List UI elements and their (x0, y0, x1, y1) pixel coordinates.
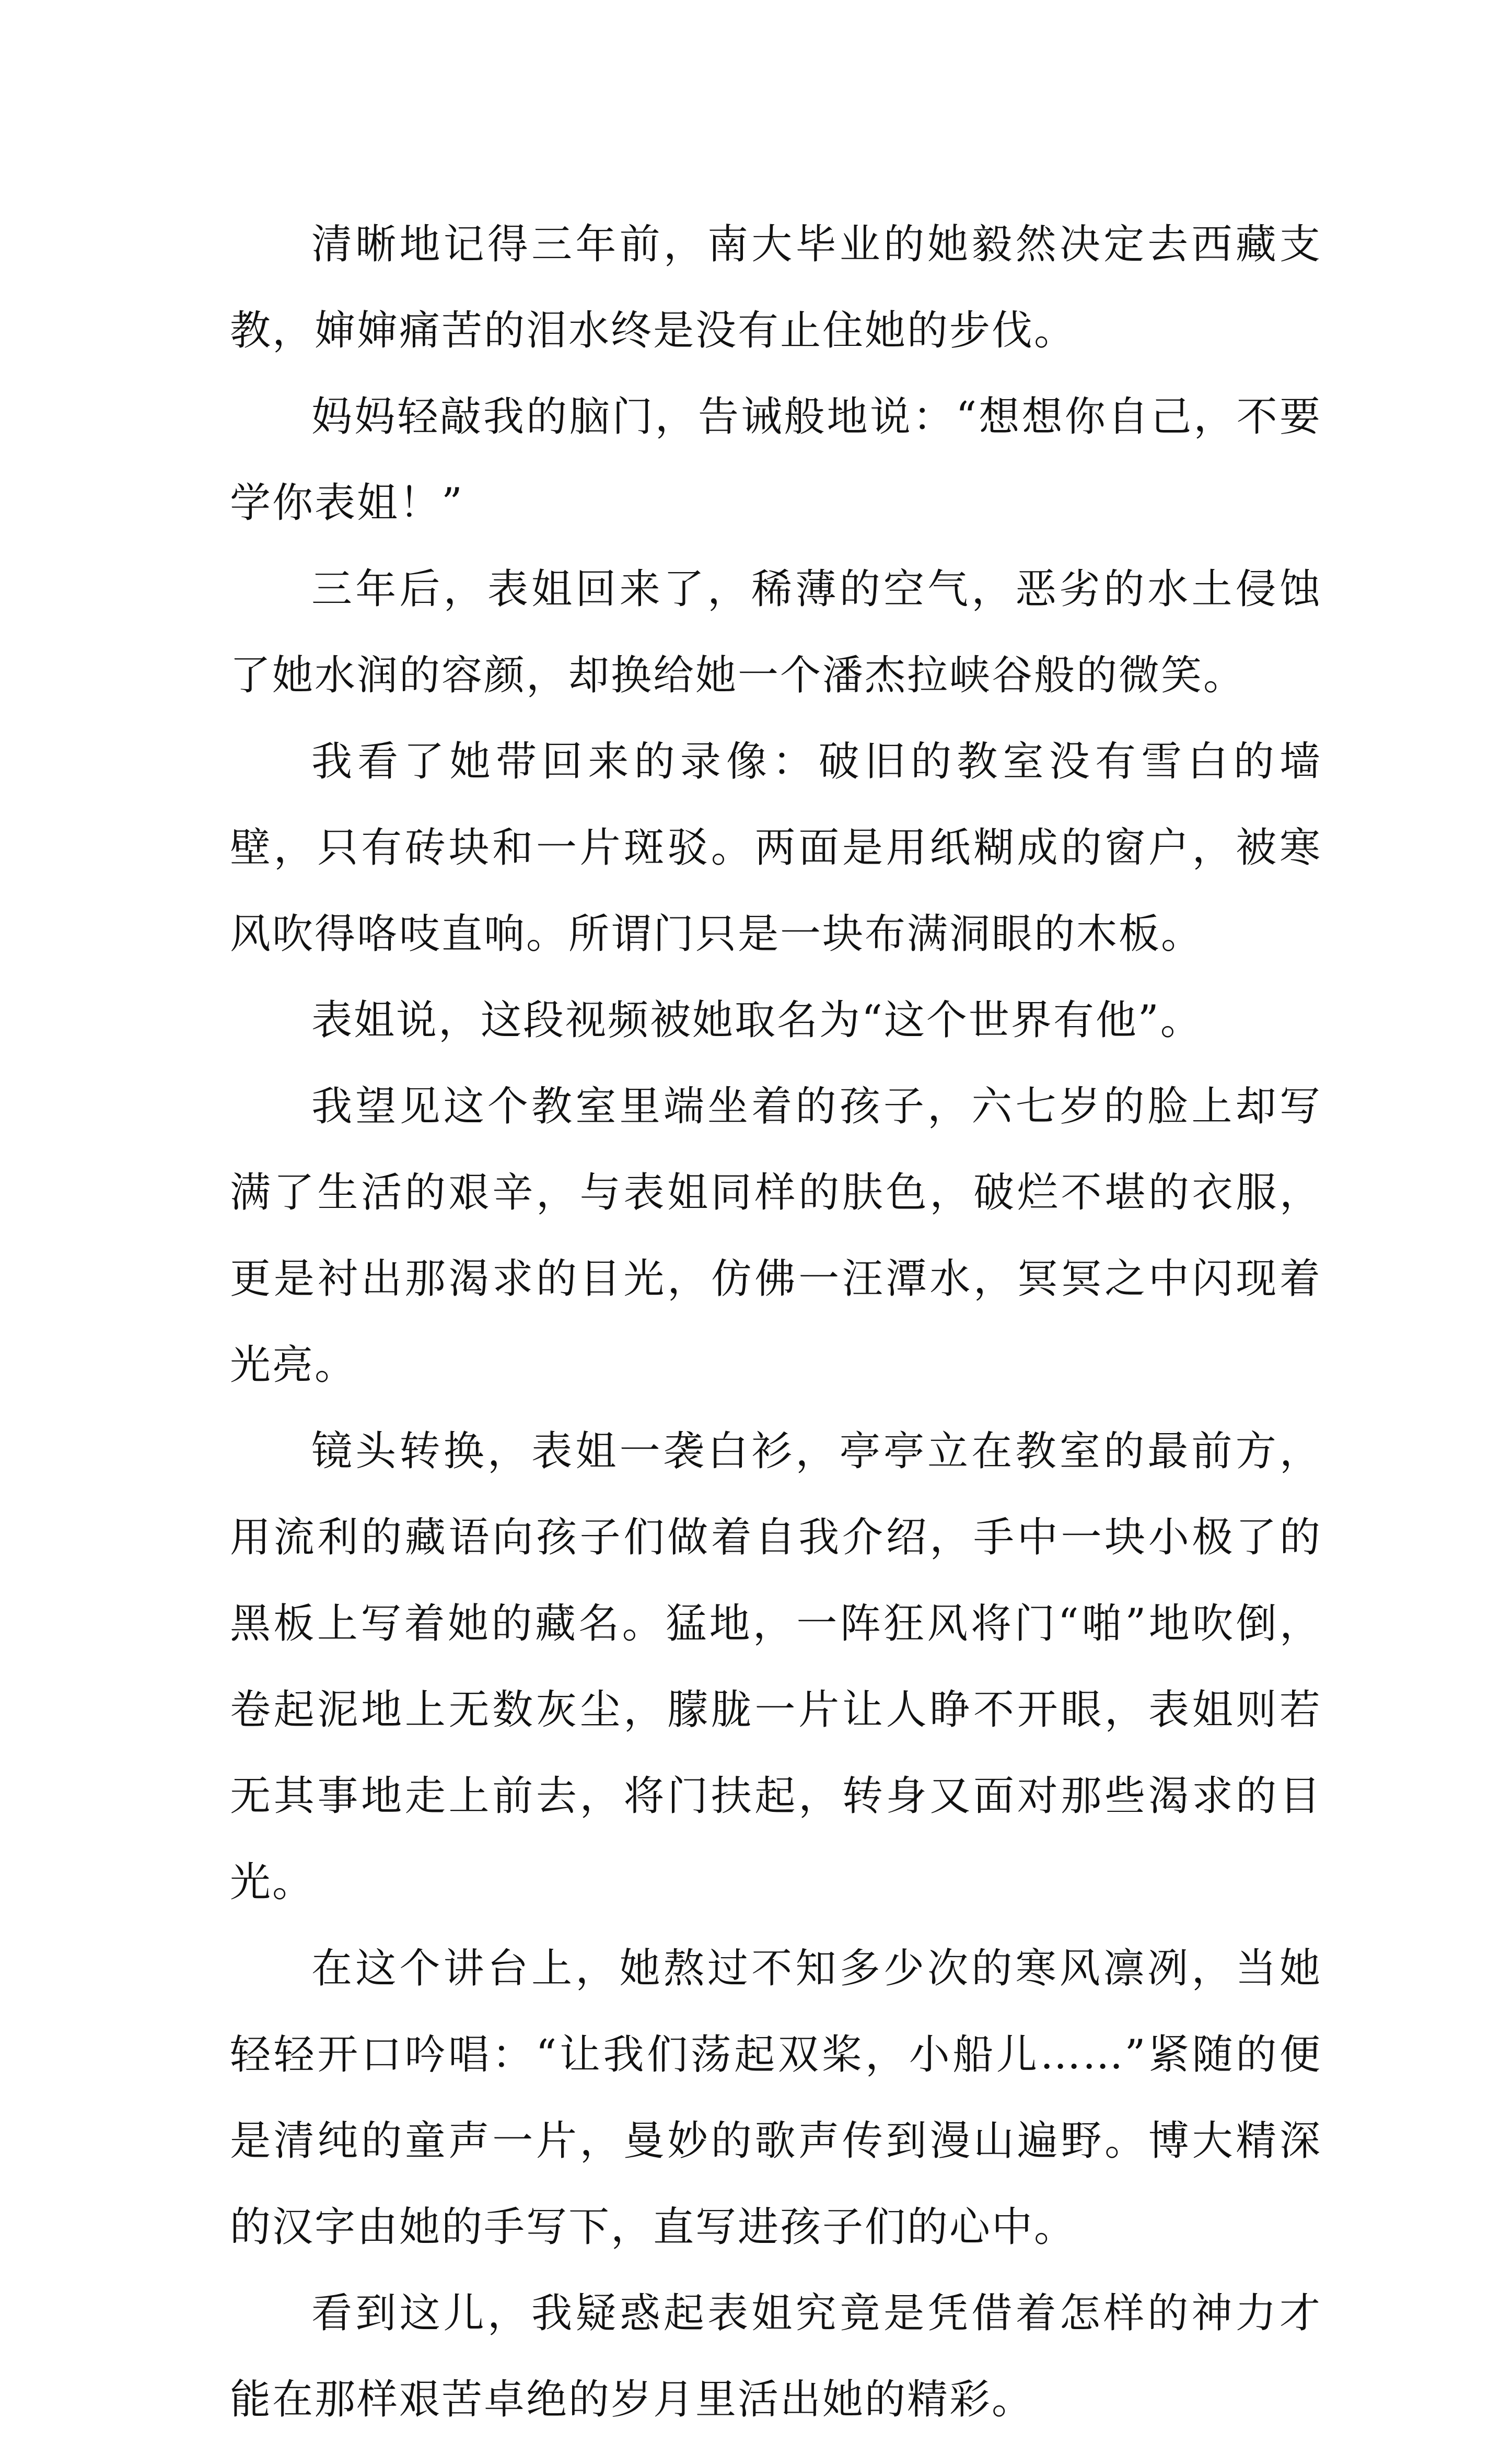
paragraph-3: 三年后，表姐回来了，稀薄的空气，恶劣的水土侵蚀了她水润的容颜，却换给她一个潘杰拉峡谷般的微笑。 (230, 566, 1322, 699)
paragraph-7: 镜头转换，表姐一袭白衫，亭亭立在教室的最前方，用流利的藏语向孩子们做着自我介绍，手中一块小极了的黑板上写着她的藏名。猛地，一阵狂风将门“啪”地吹倒，卷起泥地上无数灰尘，朦胧一片让人睁不开眼，表姐则若无其事地走上前去，将门扶起，转身又面对那些渴求的目光。 (230, 1428, 1322, 1906)
paragraph-1: 清晰地记得三年前，南大毕业的她毅然决定去西藏支教，婶婶痛苦的泪水终是没有止住她的步伐。 (230, 221, 1322, 354)
paragraph-2: 妈妈轻敲我的脑门，告诫般地说：“想想你自己，不要学你表姐！” (230, 393, 1322, 527)
paragraph-6: 我望见这个教室里端坐着的孩子，六七岁的脸上却写满了生活的艰辛，与表姐同样的肤色，破烂不堪的衣服，更是衬出那渴求的目光，仿佛一汪潭水，冥冥之中闪现着光亮。 (230, 1083, 1322, 1389)
paragraph-9: 看到这儿，我疑惑起表姐究竟是凭借着怎样的神力才能在那样艰苦卓绝的岁月里活出她的精彩。 (230, 2290, 1322, 2423)
essay-body (230, 202, 1322, 2443)
paragraph-4: 我看了她带回来的录像：破旧的教室没有雪白的墙壁，只有砖块和一片斑驳。两面是用纸糊成的窗户，被寒风吹得咯吱直响。所谓门只是一块布满洞眼的木板。 (230, 738, 1322, 958)
paragraph-8: 在这个讲台上，她熬过不知多少次的寒风凛冽，当她轻轻开口吟唱：“让我们荡起双桨，小船儿……”紧随的便是清纯的童声一片，曼妙的歌声传到漫山遍野。博大精深的汉字由她的手写下，直写进孩子们的心中。 (230, 1945, 1322, 2251)
paragraph-5: 表姐说，这段视频被她取名为“这个世界有他”。 (311, 997, 1203, 1044)
